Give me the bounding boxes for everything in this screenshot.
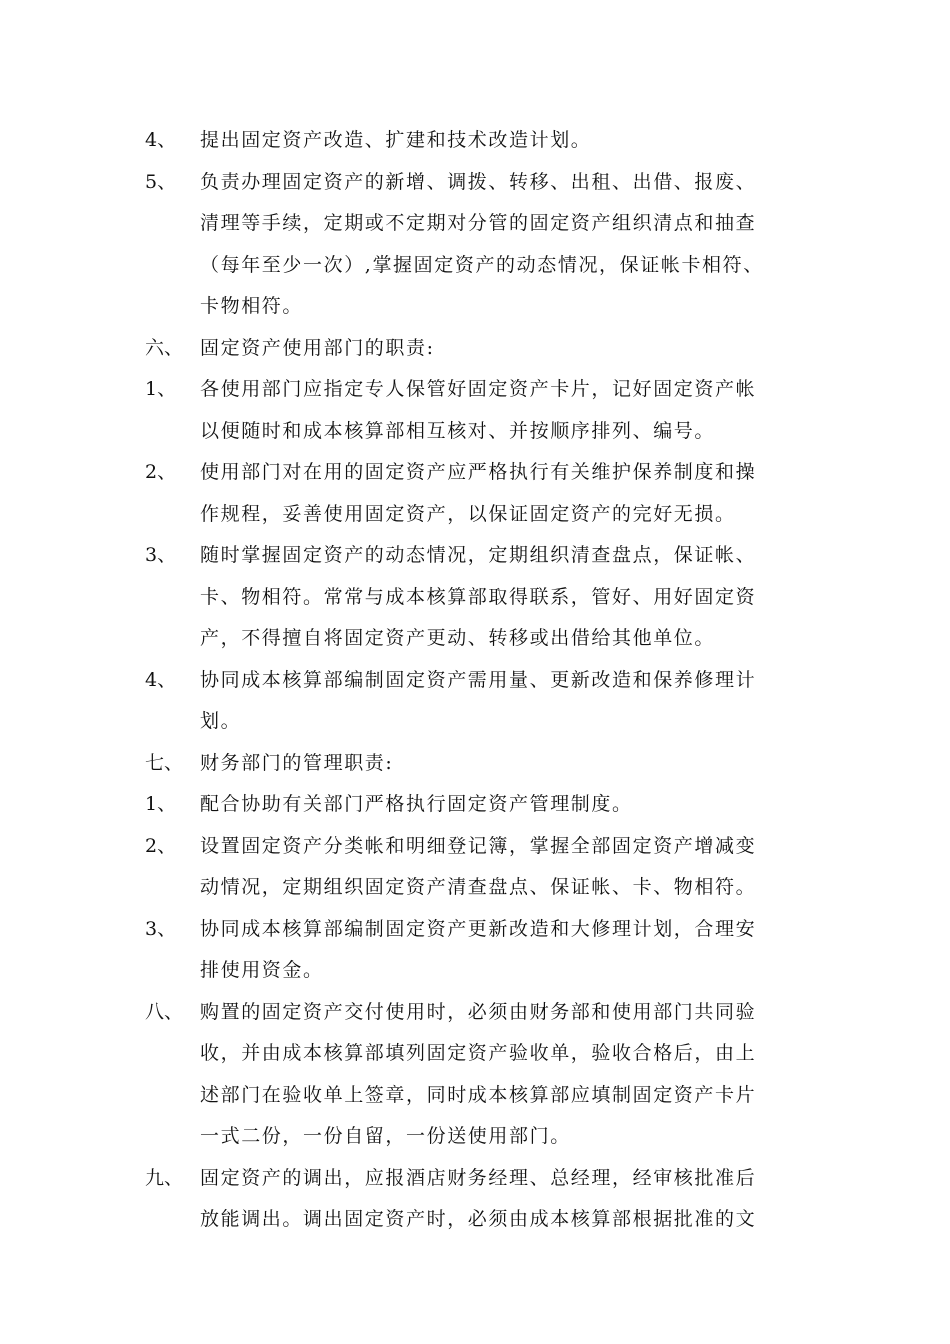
section-paragraph xyxy=(0,1158,950,1241)
item-number: 3、 xyxy=(145,917,177,940)
list-item xyxy=(0,660,950,743)
item-text: 配合协助有关部门严格执行固定资产管理制度。 xyxy=(200,793,633,815)
item-number: 2、 xyxy=(145,461,177,483)
section-text: 购置的固定资产交付使用时，必须由财务部和使用部门共同验 收，并由成本核算部填列固定资产验收单，验收合格后，由上 述部门在验收单上签章，同时成本核算部应填制固定资产卡片 一式二份，一份自留，一份送使用部门。 xyxy=(200,1000,757,1147)
section-text: 固定资产的调出，应报酒店财务经理、总经理，经审核批准后 放能调出。调出固定资产时，必须由成本核算部根据批准的文 xyxy=(200,1166,757,1230)
item-number: 5、 xyxy=(145,170,177,193)
list-item xyxy=(0,909,950,992)
document-page xyxy=(0,120,950,1241)
item-number: 1、 xyxy=(145,378,177,400)
list-item xyxy=(0,784,950,826)
list-item xyxy=(0,826,950,909)
section-paragraph xyxy=(0,992,950,1158)
section-number: 八、 xyxy=(145,1000,184,1023)
section-heading xyxy=(0,743,950,785)
section-title: 固定资产使用部门的职责: xyxy=(200,336,435,359)
item-text: 随时掌握固定资产的动态情况，定期组织清查盘点，保证帐、 卡、物相符。常常与成本核算部取得联系，管好、用好固定资 产，不得擅自将固定资产更动、转移或出借给其他单位。 xyxy=(200,544,757,649)
item-text: 提出固定资产改造、扩建和技术改造计划。 xyxy=(200,129,592,151)
item-number: 3、 xyxy=(145,544,177,566)
list-item xyxy=(0,369,950,452)
item-text: 协同成本核算部编制固定资产需用量、更新改造和保养修理计 划。 xyxy=(200,668,757,732)
list-item xyxy=(0,535,950,660)
item-number: 4、 xyxy=(145,129,177,151)
list-item xyxy=(0,452,950,535)
section-title: 财务部门的管理职责: xyxy=(200,751,394,774)
item-text: 协同成本核算部编制固定资产更新改造和大修理计划，合理安 排使用资金。 xyxy=(200,917,757,981)
item-number: 4、 xyxy=(145,668,177,691)
section-heading xyxy=(0,328,950,370)
item-text: 各使用部门应指定专人保管好固定资产卡片，记好固定资产帐 以便随时和成本核算部相互核对、并按顺序排列、编号。 xyxy=(200,378,757,442)
list-item xyxy=(0,120,950,162)
list-item xyxy=(0,162,950,328)
section-number: 六、 xyxy=(145,336,184,359)
item-text: 设置固定资产分类帐和明细登记簿，掌握全部固定资产增减变 动情况，定期组织固定资产清查盘点、保证帐、卡、物相符。 xyxy=(200,834,757,898)
item-text: 使用部门对在用的固定资产应严格执行有关维护保养制度和操 作规程，妥善使用固定资产，以保证固定资产的完好无损。 xyxy=(200,461,757,525)
item-number: 2、 xyxy=(145,834,177,857)
section-number: 九、 xyxy=(145,1166,184,1189)
item-text: 负责办理固定资产的新增、调拨、转移、出租、出借、报废、 清理等手续，定期或不定期对分管的固定资产组织清点和抽查 （每年至少一次）,掌握固定资产的动态情况，保证帐卡相符、 卡物相符。 xyxy=(200,170,764,317)
item-number: 1、 xyxy=(145,793,177,815)
section-number: 七、 xyxy=(145,751,184,774)
